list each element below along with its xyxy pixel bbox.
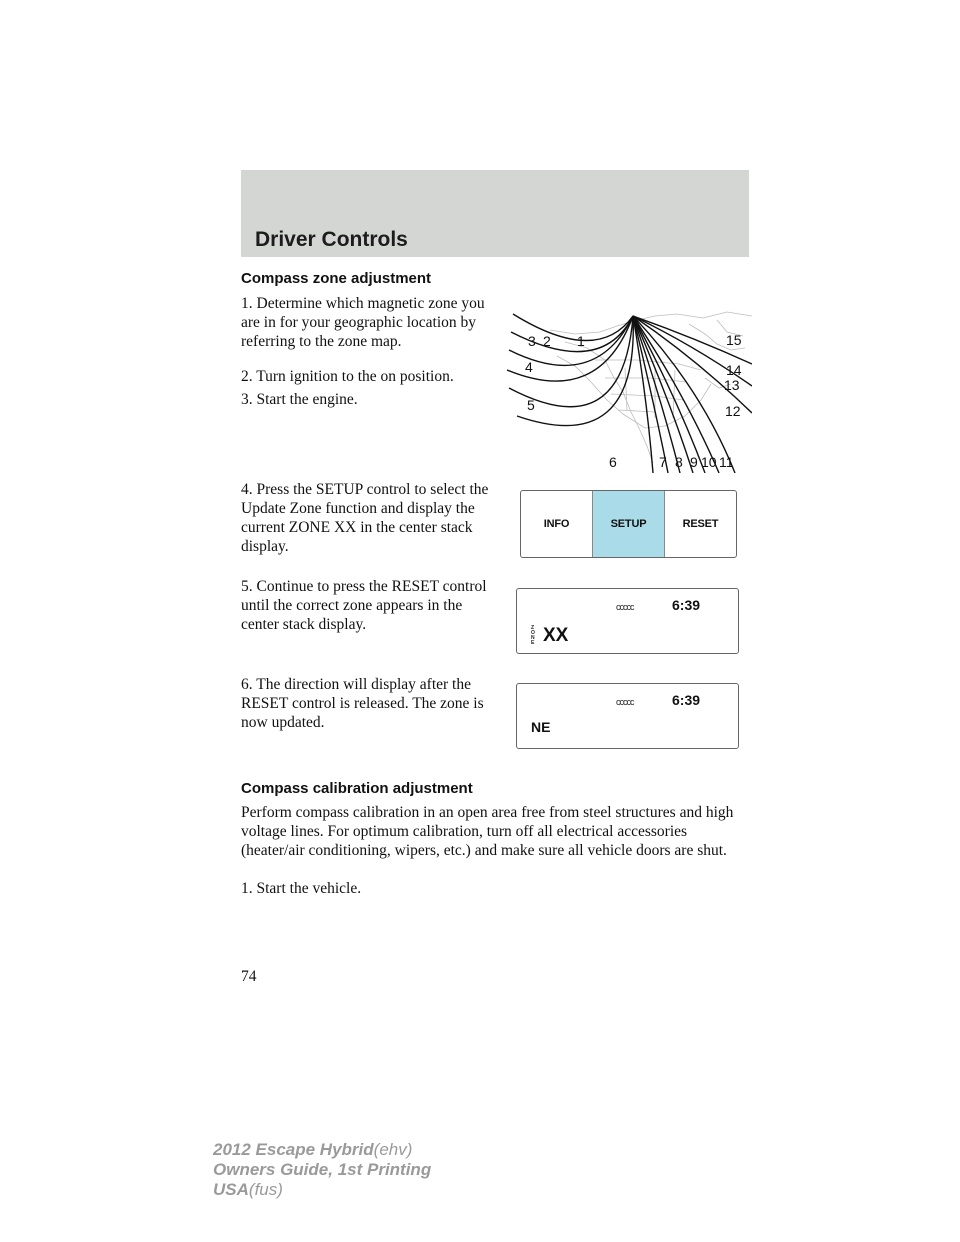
zone-label-1: 1 xyxy=(577,333,585,349)
clock-readout: 6:39 xyxy=(672,597,701,613)
zone-label-2: 2 xyxy=(543,333,551,349)
step-2: 2. Turn ignition to the on position. xyxy=(241,368,454,385)
zone-label-6: 6 xyxy=(609,454,617,470)
zone-label: ZONE xyxy=(531,625,535,646)
footer-model-code: (ehv) xyxy=(373,1140,413,1159)
zone-label-10: 10 xyxy=(701,454,717,470)
control-panel xyxy=(520,490,737,558)
direction-display xyxy=(516,683,739,749)
footer-market: USA xyxy=(213,1180,249,1199)
zone-adjustment-heading: Compass zone adjustment xyxy=(241,270,432,287)
zone-label-12: 12 xyxy=(725,403,741,419)
zone-label-9: 9 xyxy=(690,454,698,470)
zone-label-4: 4 xyxy=(525,359,533,375)
footer-model: 2012 Escape Hybrid xyxy=(213,1140,374,1159)
setup-button[interactable]: SETUP xyxy=(592,491,665,557)
footer xyxy=(213,1140,431,1200)
calibration-heading: Compass calibration adjustment xyxy=(241,780,473,797)
zone-label-8: 8 xyxy=(675,454,683,470)
footer-edition: Owners Guide, 1st Printing xyxy=(213,1160,432,1179)
zone-label-14: 14 xyxy=(726,362,742,378)
step-3: 3. Start the engine. xyxy=(241,391,358,408)
zone-label-5: 5 xyxy=(527,397,535,413)
zone-label-13: 13 xyxy=(724,377,740,393)
section-header xyxy=(241,170,749,257)
footer-market-code: (fus) xyxy=(248,1180,283,1199)
calibration-intro: Perform compass calibration in an open area free from steel structures and high voltage lines. For optimum calibration, turn off all electrical accessories (heater/air conditioning, wipers, etc.) and make sure all vehicle doors are shut. xyxy=(241,804,734,859)
step-4: 4. Press the SETUP control to select the Update Zone function and display the current ZONE XX in the center stack display. xyxy=(241,481,489,555)
zone-value: XX xyxy=(543,625,569,646)
step-1: 1. Determine which magnetic zone you are in for your geographic location by referring to the zone map. xyxy=(241,295,485,350)
clock-readout: 6:39 xyxy=(672,692,701,708)
step-6: 6. The direction will display after the RESET control is released. The zone is now updated. xyxy=(241,676,484,731)
compass-dots: ccccc xyxy=(616,697,634,707)
reset-button[interactable]: RESET xyxy=(682,518,719,530)
zone-label-15: 15 xyxy=(726,332,742,348)
zone-label-11: 11 xyxy=(719,454,734,470)
compass-dots: ccccc xyxy=(616,602,634,612)
zone-label-7: 7 xyxy=(659,454,667,470)
zone-display xyxy=(516,588,739,654)
calibration-step-1: 1. Start the vehicle. xyxy=(241,880,362,897)
direction-value: NE xyxy=(531,719,551,735)
magnetic-zone-map xyxy=(505,308,752,473)
info-button[interactable]: INFO xyxy=(543,518,570,530)
zone-label-3: 3 xyxy=(528,333,536,349)
page-number: 74 xyxy=(241,968,257,985)
step-5: 5. Continue to press the RESET control until the correct zone appears in the center stack display. xyxy=(241,578,487,633)
section-title: Driver Controls xyxy=(255,228,408,251)
